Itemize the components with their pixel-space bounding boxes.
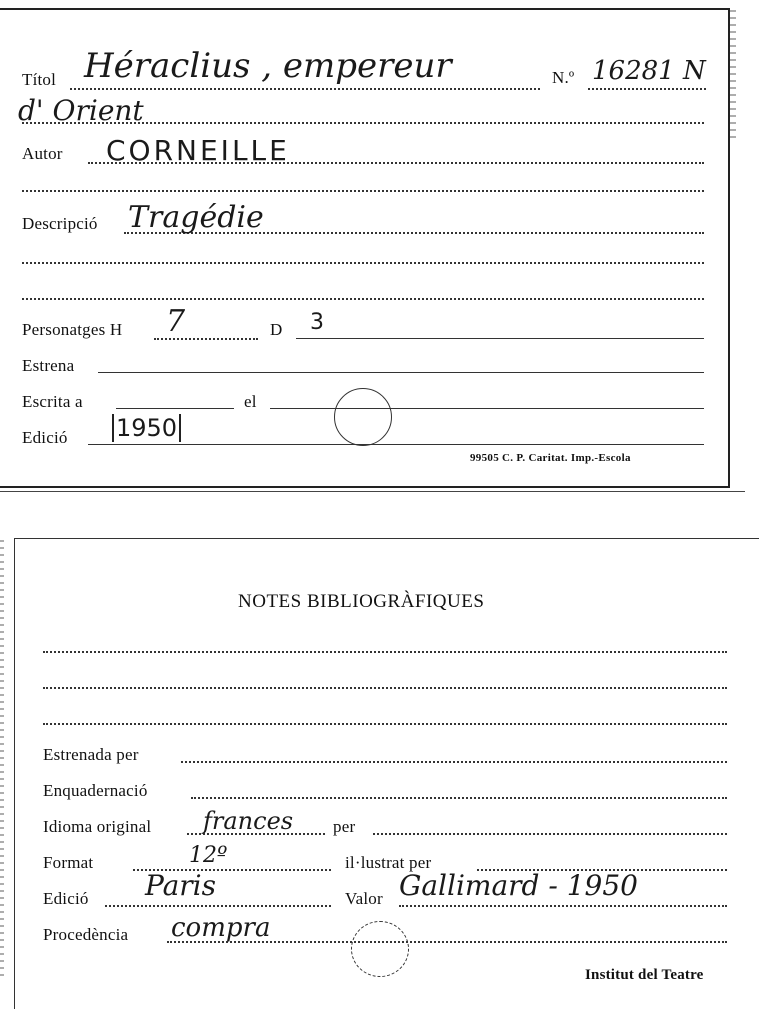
- idioma-value: frances: [203, 807, 294, 835]
- number-label: N.º: [552, 68, 575, 87]
- notes-line-3: [43, 723, 727, 725]
- titol-value-line1: Héraclius , empereur: [84, 46, 452, 86]
- format-value: 12º: [189, 843, 228, 868]
- estrenada-label: Estrenada per: [43, 745, 139, 764]
- estrenada-line: [181, 761, 727, 763]
- personatges-d-label: D: [270, 320, 283, 339]
- personatges-d-value: 3: [310, 310, 324, 335]
- edicio-back-label: Edició: [43, 889, 89, 908]
- autor-value: CORNEILLE: [106, 134, 290, 167]
- titol-value-line2: d' Orient: [18, 94, 144, 127]
- scan-edge-noise-left: [0, 540, 4, 980]
- number-line: [588, 88, 706, 90]
- edicio-back-value: Paris: [145, 869, 216, 902]
- valor-line: [399, 905, 727, 907]
- procedencia-value: compra: [171, 913, 271, 943]
- autor-label: Autor: [22, 144, 63, 163]
- per-line: [373, 833, 727, 835]
- autor-line-2: [22, 190, 704, 192]
- punch-hole-back: [351, 921, 409, 977]
- escrita-label: Escrita a: [22, 392, 83, 411]
- printer-note: 99505 C. P. Caritat. Imp.-Escola: [470, 452, 631, 464]
- notes-line-2: [43, 687, 727, 689]
- scan-edge-noise: [730, 10, 736, 140]
- descripcio-label: Descripció: [22, 214, 98, 233]
- edicio-value: 1950: [112, 414, 181, 442]
- valor-label: Valor: [345, 889, 383, 908]
- number-value: 16281 N: [592, 56, 706, 86]
- estrena-label: Estrena: [22, 356, 75, 375]
- titol-label: Títol: [22, 70, 57, 89]
- illustrat-label: il·lustrat per: [345, 853, 432, 872]
- escrita-line: [116, 408, 234, 409]
- per-label: per: [333, 817, 356, 836]
- valor-value: Gallimard - 1950: [399, 869, 638, 902]
- catalog-card-front: [0, 8, 730, 488]
- enquadernacio-label: Enquadernació: [43, 781, 148, 800]
- idioma-label: Idioma original: [43, 817, 152, 836]
- edicio-line: [88, 444, 704, 445]
- catalog-card-back: [14, 538, 759, 1009]
- notes-line-1: [43, 651, 727, 653]
- descripcio-value: Tragédie: [128, 200, 264, 235]
- estrena-line: [98, 372, 704, 373]
- edicio-label: Edició: [22, 428, 68, 447]
- enquadernacio-line: [191, 797, 727, 799]
- card-separator: [0, 491, 745, 492]
- personatges-h-value: 7: [166, 304, 186, 339]
- personatges-d-line: [296, 338, 704, 339]
- procedencia-label: Procedència: [43, 925, 129, 944]
- notes-title: NOTES BIBLIOGRÀFIQUES: [238, 591, 485, 612]
- descripcio-line-3: [22, 298, 704, 300]
- titol-line: [70, 88, 540, 90]
- institution-name: Institut del Teatre: [585, 967, 704, 983]
- edicio-back-line: [105, 905, 331, 907]
- punch-hole: [334, 388, 392, 446]
- format-label: Format: [43, 853, 94, 872]
- personatges-label: Personatges H: [22, 320, 123, 339]
- el-label: el: [244, 392, 257, 411]
- descripcio-line-2: [22, 262, 704, 264]
